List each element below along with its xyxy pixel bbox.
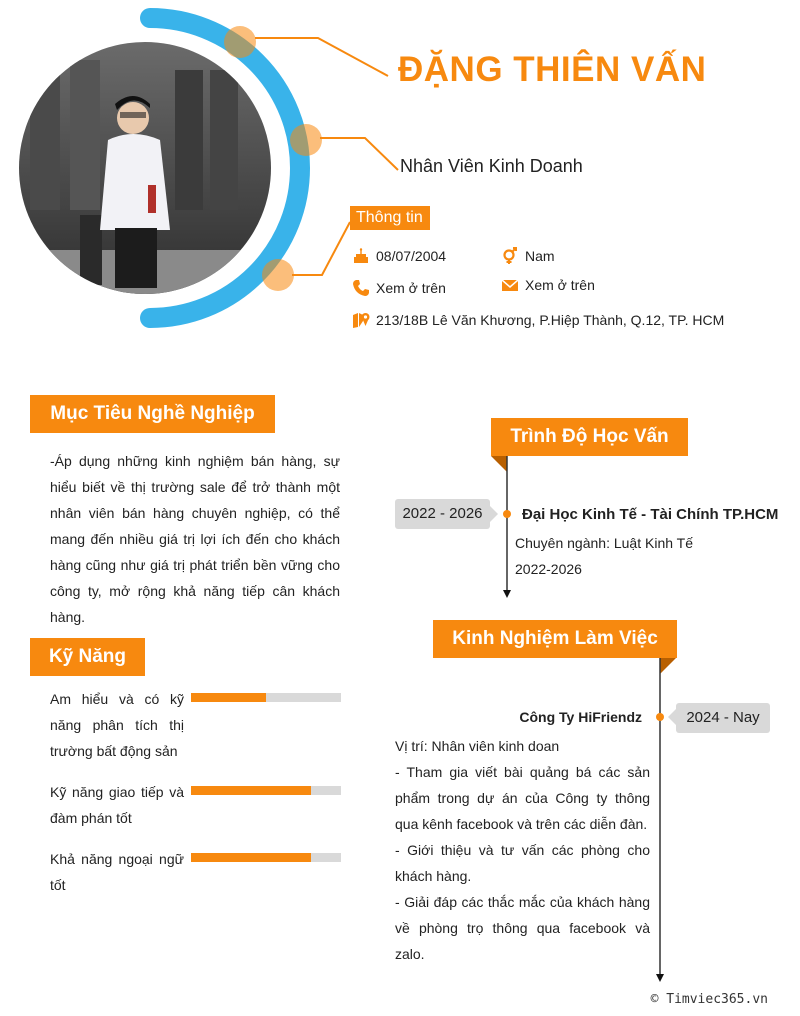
info-heading: Thông tin (350, 206, 430, 230)
skill-bar (191, 693, 341, 702)
skill-bar-fill (191, 786, 311, 795)
address-row (352, 311, 724, 329)
skills-heading: Kỹ Năng (30, 638, 145, 676)
school-name: Đại Học Kinh Tế - Tài Chính TP.HCM (522, 506, 779, 523)
map-pin-icon (352, 311, 370, 329)
email-row (501, 276, 595, 294)
skill-bar-fill (191, 853, 311, 862)
footer-watermark: © Timviec365.vn (650, 992, 768, 1007)
objective-text: -Áp dụng những kinh nghiệm bán hàng, sự hiểu biết về thị trường sale để trở thành một nhân viên bán hàng chuyên nghiệp, có thể mang đến nhiều giá trị lợi ích đến cho khách hàng cũng như giá trị phát triển bền vững cho công ty, mở rộng khả năng tiếp cân khách hàng. (50, 453, 340, 625)
skill-label: Am hiểu và có kỹ năng phân tích thị trường bất động sản (50, 691, 184, 759)
gender-icon (501, 247, 519, 265)
skill-item (50, 779, 184, 831)
experience-line: Vị trí: Nhân viên kinh doan (395, 738, 560, 754)
skill-label: Kỹ năng giao tiếp và đàm phán tốt (50, 784, 184, 826)
gender-row (501, 247, 555, 265)
company-name: Công Ty HiFriendz (519, 709, 642, 725)
mail-icon (501, 276, 519, 294)
arc-node-2 (290, 124, 322, 156)
education-period: 2022 - 2026 (395, 499, 490, 529)
skill-bar (191, 786, 341, 795)
address-value: 213/18B Lê Văn Khương, P.Hiệp Thành, Q.12, TP. HCM (376, 312, 725, 328)
skill-bar-fill (191, 693, 266, 702)
objective-heading: Mục Tiêu Nghề Nghiệp (30, 395, 275, 433)
experience-line: - Giới thiệu và tư vấn các phòng cho khách hàng. (395, 842, 650, 884)
experience-line: - Tham gia viết bài quảng bá các sản phẩm trong dự án của Công ty thông qua kênh facebook và trên các diễn đàn. (395, 764, 650, 832)
skill-bar (191, 853, 341, 862)
experience-details (395, 733, 650, 967)
education-heading: Trình Độ Học Vấn (491, 418, 688, 456)
candidate-name: ĐẶNG THIÊN VẤN (398, 50, 707, 89)
skill-label: Khả năng ngoại ngữ tốt (50, 851, 184, 893)
avatar (19, 42, 271, 300)
arc-node-1 (224, 26, 256, 58)
skill-item (50, 686, 184, 764)
phone-icon (352, 279, 370, 297)
skill-item (50, 846, 184, 898)
experience-period: 2024 - Nay (676, 703, 770, 733)
cake-icon (352, 247, 370, 265)
job-title: Nhân Viên Kinh Doanh (400, 156, 583, 176)
birthday-row (352, 247, 446, 265)
birthday-value: 08/07/2004 (376, 248, 447, 264)
education-years: 2022-2026 (515, 561, 582, 577)
experience-line: - Giải đáp các thắc mắc của khách hàng về phòng trọ thông qua facebook và zalo. (395, 894, 650, 962)
education-major: Chuyên ngành: Luật Kinh Tế (515, 535, 693, 551)
phone-row (352, 279, 446, 297)
email-value: Xem ở trên (525, 277, 595, 293)
experience-heading: Kinh Nghiệm Làm Việc (433, 620, 677, 658)
connector-info (292, 222, 350, 275)
arc-node-3 (262, 259, 294, 291)
connector-title (320, 138, 398, 170)
gender-value: Nam (525, 248, 555, 264)
phone-value: Xem ở trên (376, 280, 446, 296)
